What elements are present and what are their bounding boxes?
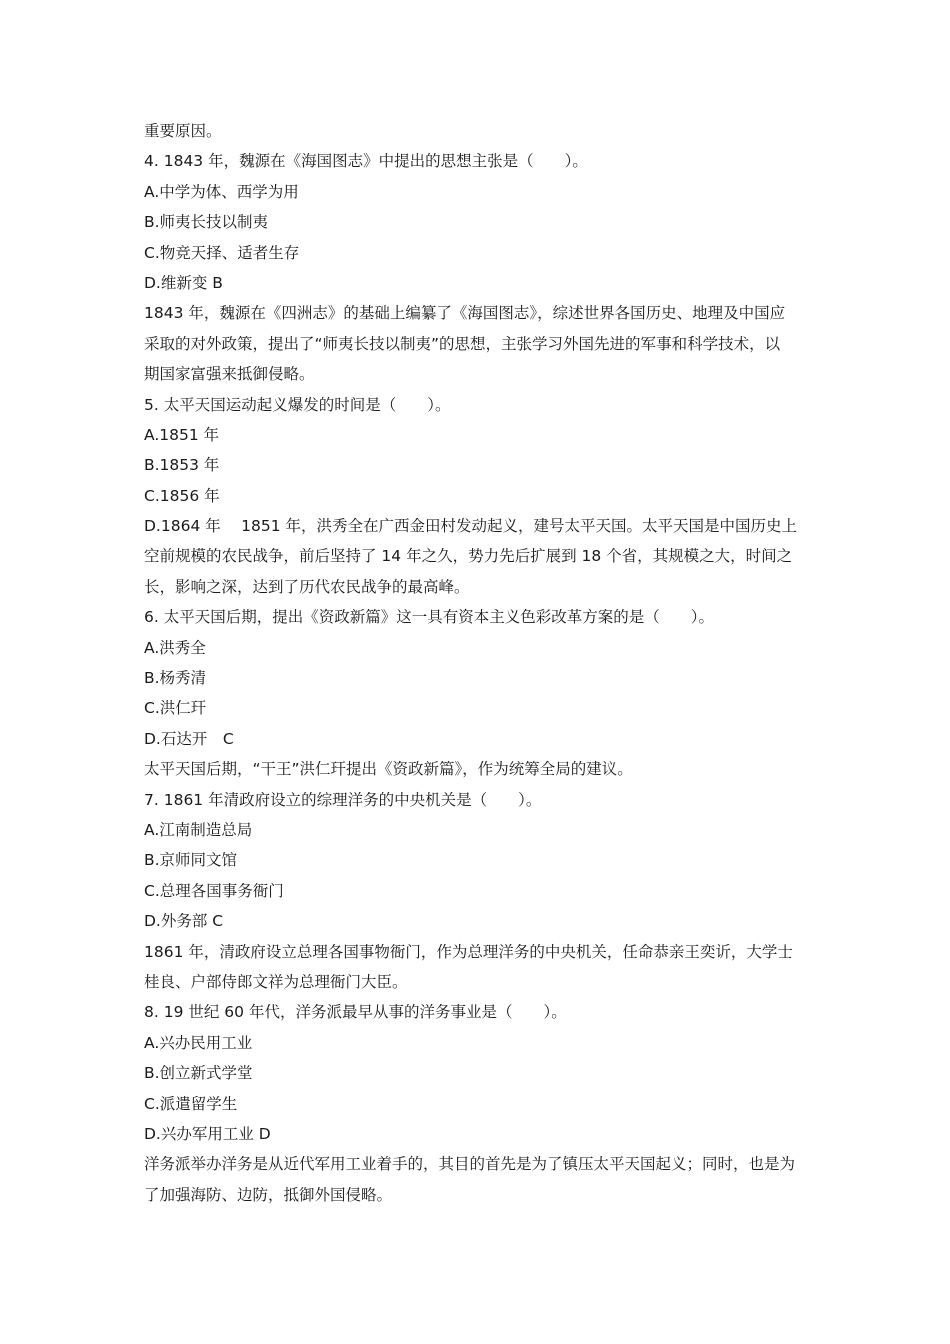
option-line: B.创立新式学堂: [144, 1064, 253, 1083]
explanation-line: 了加强海防、边防，抵御外国侵略。: [144, 1185, 393, 1204]
explanation-line: 太平天国后期，“干王”洪仁玕提出《资政新篇》，作为统筹全局的建议。: [144, 760, 633, 779]
option-line: C.1856 年: [144, 486, 220, 505]
question-5-stem: 5. 太平天国运动起义爆发的时间是（ ）。: [144, 395, 451, 414]
explanation-line: 1861 年，清政府设立总理各国事物衙门，作为总理洋务的中央机关，任命恭亲王奕䜣，大学士: [144, 942, 793, 961]
explanation-line: 桂良、户部侍郎文祥为总理衙门大臣。: [144, 972, 408, 991]
question-4-stem: 4. 1843 年，魏源在《海国图志》中提出的思想主张是（ ）。: [144, 152, 588, 171]
explanation-line: 期国家富强来抵御侵略。: [144, 365, 315, 384]
option-line: C.总理各国事务衙门: [144, 881, 284, 900]
option-line: A.中学为体、西学为用: [144, 182, 299, 201]
question-7-stem: 7. 1861 年清政府设立的综理洋务的中央机关是（ ）。: [144, 790, 542, 809]
question-6-stem: 6. 太平天国后期，提出《资政新篇》这一具有资本主义色彩改革方案的是（ ）。: [144, 608, 714, 627]
option-line-with-explanation: D.1864 年 1851 年，洪秀全在广西金田村发动起义，建号太平天国。太平天国是中国历史上: [144, 517, 798, 536]
option-line: B.师夷长技以制夷: [144, 213, 269, 232]
text-line: 重要原因。: [144, 122, 222, 140]
option-line: A.1851 年: [144, 425, 220, 444]
option-line-with-answer: D.外务部 C: [144, 912, 224, 931]
document-body: [144, 116, 816, 1210]
option-line: A.洪秀全: [144, 638, 206, 657]
explanation-line: 空前规模的农民战争，前后坚持了 14 年之久，势力先后扩展到 18 个省，其规模之大，时间之: [144, 547, 793, 566]
option-line-with-answer: D.石达开 C: [144, 729, 234, 748]
option-line: B.1853 年: [144, 456, 220, 475]
option-line-with-answer: D.兴办军用工业 D: [144, 1124, 271, 1143]
option-line-with-answer: D.维新变 B: [144, 273, 223, 292]
explanation-line: 1843 年，魏源在《四洲志》的基础上编纂了《海国图志》，综述世界各国历史、地理及中国应: [144, 304, 786, 323]
option-line: B.京师同文馆: [144, 851, 238, 870]
question-8-stem: 8. 19 世纪 60 年代，洋务派最早从事的洋务事业是（ ）。: [144, 1003, 567, 1022]
explanation-line: 长，影响之深，达到了历代农民战争的最高峰。: [144, 577, 470, 596]
option-line: C.物竞天择、适者生存: [144, 243, 300, 262]
option-line: A.江南制造总局: [144, 820, 253, 839]
option-line: C.洪仁玕: [144, 699, 207, 718]
explanation-line: 采取的对外政策，提出了“师夷长技以制夷”的思想，主张学习外国先进的军事和科学技术，以: [144, 334, 781, 353]
option-line: B.杨秀清: [144, 669, 207, 688]
explanation-line: 洋务派举办洋务是从近代军用工业着手的，其目的首先是为了镇压太平天国起义；同时，也是为: [144, 1155, 796, 1174]
option-line: A.兴办民用工业: [144, 1033, 253, 1052]
option-line: C.派遣留学生: [144, 1094, 238, 1113]
